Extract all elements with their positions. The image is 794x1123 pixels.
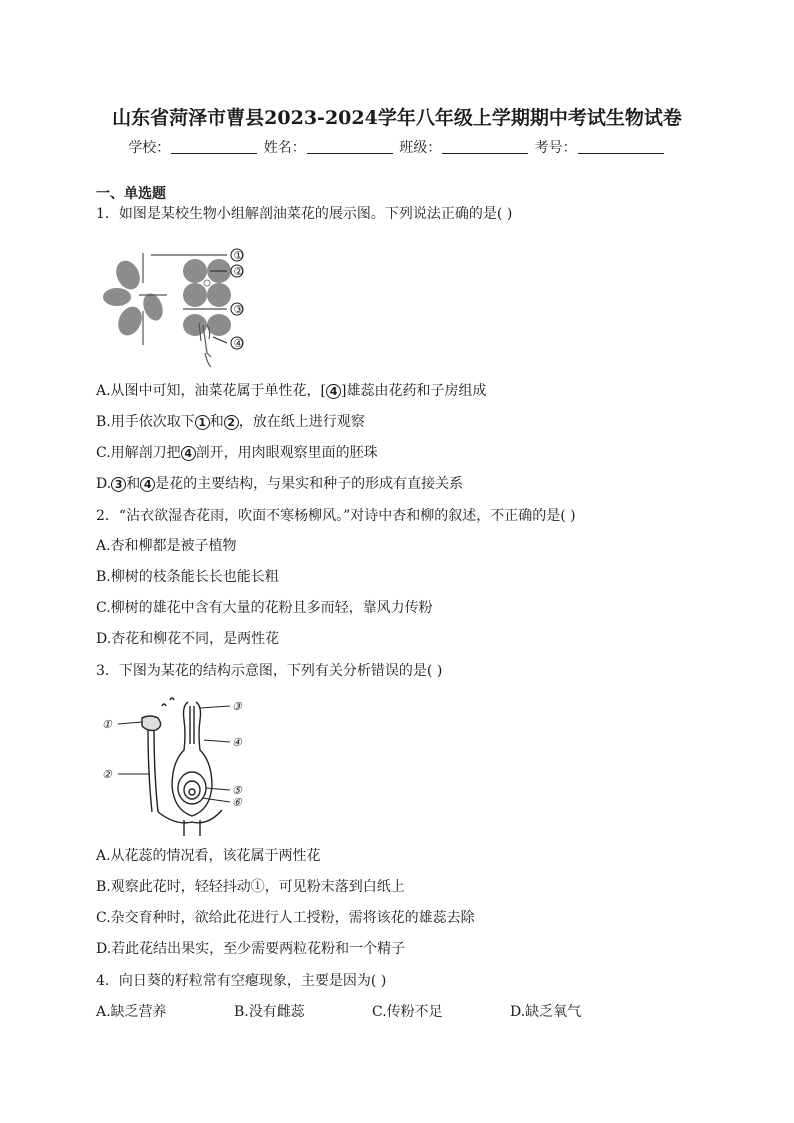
q2-option-b[interactable]: B.柳树的枝条能长长也能长粗 bbox=[96, 569, 279, 585]
q1-rapeseed-flower-figure bbox=[95, 245, 255, 370]
fig1-label-4: ④ bbox=[233, 337, 244, 350]
q1-stem: 1．如图是某校生物小组解剖油菜花的展示图。下列说法正确的是( ) bbox=[96, 206, 513, 222]
q2-stem: 2．“沾衣欲湿杏花雨，吹面不寒杨柳风。”对诗中杏和柳的叙述，不正确的是( ) bbox=[96, 508, 576, 524]
circled-number: 4 bbox=[326, 384, 341, 399]
q3-option-a[interactable]: A.从花蕊的情况看，该花属于两性花 bbox=[96, 848, 321, 864]
name-label: 姓名： bbox=[263, 140, 306, 156]
class-blank[interactable] bbox=[442, 140, 528, 154]
section-heading: 一、单选题 bbox=[96, 186, 166, 202]
circled-number: 4 bbox=[140, 477, 155, 492]
circled-number: 3 bbox=[111, 477, 126, 492]
q4-stem: 4．向日葵的籽粒常有空瘪现象，主要是因为( ) bbox=[96, 973, 387, 989]
q4-option-c[interactable]: C.传粉不足 bbox=[372, 1004, 443, 1020]
circled-number: 2 bbox=[224, 415, 239, 430]
q4-option-b[interactable]: B.没有雌蕊 bbox=[234, 1004, 305, 1020]
q4-option-d[interactable]: D.缺乏氧气 bbox=[510, 1004, 582, 1020]
q2-option-d[interactable]: D.杏花和柳花不同，是两性花 bbox=[96, 631, 280, 647]
name-blank[interactable] bbox=[307, 140, 393, 154]
q3-flower-structure-figure bbox=[96, 694, 256, 836]
number-label: 考号： bbox=[534, 140, 577, 156]
q1-option-b[interactable]: B.用手依次取下 1 和 2 ，放在纸上进行观察 bbox=[96, 414, 365, 430]
q3-option-b[interactable]: B.观察此花时，轻轻抖动①，可见粉末落到白纸上 bbox=[96, 879, 405, 895]
q2-option-a[interactable]: A.杏和柳都是被子植物 bbox=[96, 538, 237, 554]
q4-options bbox=[96, 1003, 648, 1021]
q3-option-d[interactable]: D.若此花结出果实，至少需要两粒花粉和一个精子 bbox=[96, 941, 406, 957]
circled-number: 1 bbox=[195, 415, 210, 430]
q1-option-a[interactable]: A.从图中可知，油菜花属于单性花，[ 4 ]雄蕊由花药和子房组成 bbox=[96, 383, 487, 399]
school-blank[interactable] bbox=[171, 140, 257, 154]
fig2-label-2: ② bbox=[102, 768, 112, 781]
q3-stem: 3．下图为某花的结构示意图，下列有关分析错误的是( ) bbox=[96, 663, 443, 679]
fig2-label-4: ④ bbox=[232, 736, 242, 749]
fig1-label-1: ① bbox=[233, 249, 244, 262]
number-blank[interactable] bbox=[578, 140, 664, 154]
fig2-label-6: ⑥ bbox=[232, 796, 242, 809]
fig2-label-5: ⑤ bbox=[232, 784, 242, 797]
student-info-line bbox=[0, 137, 794, 157]
page-title: 山东省菏泽市曹县2023-2024学年八年级上学期期中考试生物试卷 bbox=[112, 107, 682, 129]
q2-option-c[interactable]: C.柳树的雄花中含有大量的花粉且多而轻，靠风力传粉 bbox=[96, 600, 433, 616]
class-label: 班级： bbox=[399, 140, 442, 156]
fig2-label-3: ③ bbox=[232, 700, 242, 713]
circled-number: 4 bbox=[181, 446, 196, 461]
school-label: 学校： bbox=[128, 140, 171, 156]
q1-option-d[interactable]: D. 3 和 4 是花的主要结构，与果实和种子的形成有直接关系 bbox=[96, 476, 464, 492]
fig1-label-3: ③ bbox=[233, 303, 244, 316]
q4-option-a[interactable]: A.缺乏营养 bbox=[96, 1004, 167, 1020]
fig2-label-1: ① bbox=[102, 718, 112, 731]
q1-option-c[interactable]: C.用解剖刀把 4 剖开，用肉眼观察里面的胚珠 bbox=[96, 445, 378, 461]
fig1-label-2: ② bbox=[233, 265, 244, 278]
q3-option-c[interactable]: C.杂交育种时，欲给此花进行人工授粉，需将该花的雄蕊去除 bbox=[96, 910, 475, 926]
